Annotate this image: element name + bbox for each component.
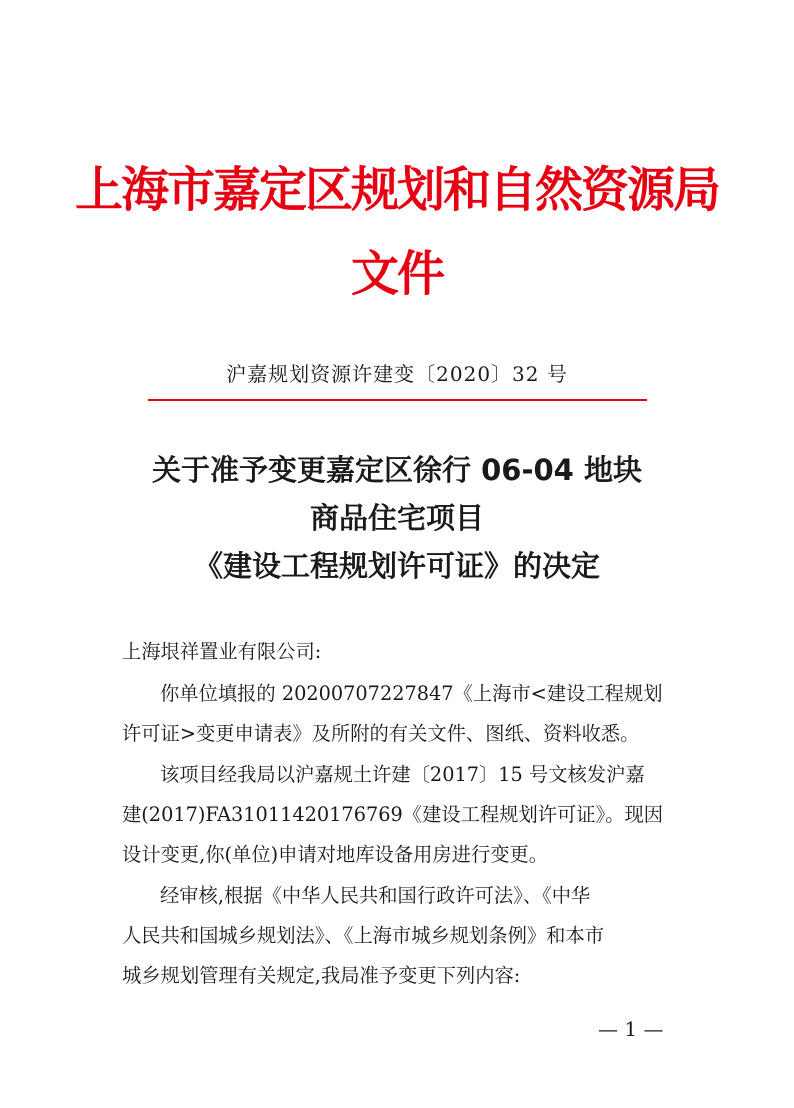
paragraph-1-line-1: 你单位填报的 20200707227847《上海市<建设工程规划 [160,682,663,705]
document-number: 沪嘉规划资源许建变〔2020〕32 号 [226,362,568,386]
decision-title-line-2: 商品住宅项目 [309,501,484,535]
page-number: — 1 — [598,1017,664,1041]
document-type-heading: 文件 [350,246,443,302]
decision-title-line-3: 《建设工程规划许可证》的决定 [193,549,600,583]
paragraph-2-line-3: 设计变更,你(单位)申请对地库设备用房进行变更。 [122,843,549,866]
paragraph-3-line-2: 人民共和国城乡规划法》、《上海市城乡规划条例》和本市 [122,924,605,947]
red-divider-line [148,399,647,401]
decision-title-line-1: 关于准予变更嘉定区徐行 06-04 地块 [152,453,642,487]
paragraph-2-line-1: 该项目经我局以沪嘉规土许建〔2017〕15 号文核发沪嘉 [160,763,645,786]
paragraph-3-line-3: 城乡规划管理有关规定,我局准予变更下列内容: [122,964,521,987]
salutation: 上海垠祥置业有限公司: [122,640,322,663]
paragraph-1-line-2: 许可证>变更申请表》及所附的有关文件、图纸、资料收悉。 [122,722,640,745]
issuing-agency-heading: 上海市嘉定区规划和自然资源局 [74,162,719,218]
paragraph-3-line-1: 经审核,根据《中华人民共和国行政许可法》、《中华 [160,884,591,907]
paragraph-2-line-2: 建(2017)FA31011420176769《建设工程规划许可证》。现因 [122,803,664,826]
